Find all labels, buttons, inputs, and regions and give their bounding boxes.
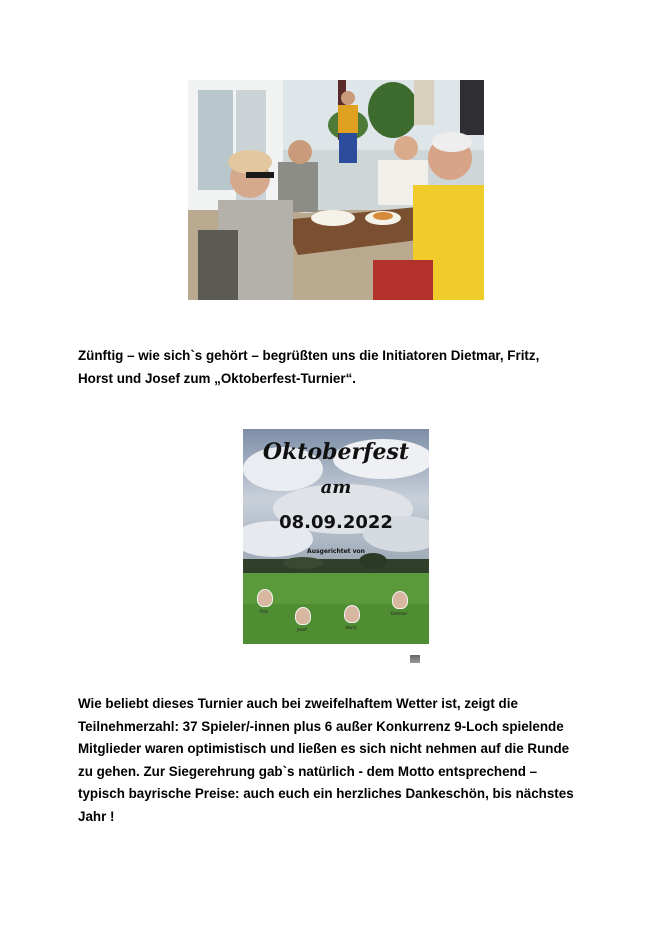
organizer-name-2: Josef xyxy=(297,627,307,632)
organizer-photo-2 xyxy=(295,607,311,625)
organizer-name-1: Fritz xyxy=(259,609,269,614)
poster-subtitle: Ausgerichtet von xyxy=(307,548,365,555)
organizer-photo-1 xyxy=(257,589,273,607)
oktoberfest-poster xyxy=(243,429,429,644)
poster-am: am xyxy=(320,477,352,498)
organizer-name-3: Horst xyxy=(345,625,357,630)
poster-date: 08.09.2022 xyxy=(279,512,393,533)
group-photo xyxy=(188,80,484,300)
terrace-scene-image xyxy=(188,80,484,300)
organizer-photo-3 xyxy=(344,605,360,623)
organizer-name-4: Dietmar xyxy=(390,611,408,616)
poster-title: Oktoberfest xyxy=(262,439,410,465)
paragraph-2: Wie beliebt dieses Turnier auch bei zweifelhaftem Wetter ist, zeigt die Teilnehmerzahl: 37 Spieler/-innen plus 6 außer Konkurrenz 9-Loch spielende Mitglieder waren optimistisch und ließen es sich nicht nehmen auf die Runde zu gehen. Zur Siegerehrung gab`s natürlich - dem Motto entsprechend – typisch bayrische Preise: auch euch ein herzliches Dankeschön, bis nächstes Jahr ! xyxy=(78,696,574,824)
organizer-photo-4 xyxy=(392,591,408,609)
paragraph-1: Zünftig – wie sich`s gehört – begrüßten uns die Initiatoren Dietmar, Fritz, Horst und Josef zum „Oktoberfest-Turnier“. xyxy=(78,348,540,386)
small-image-icon xyxy=(410,655,420,663)
